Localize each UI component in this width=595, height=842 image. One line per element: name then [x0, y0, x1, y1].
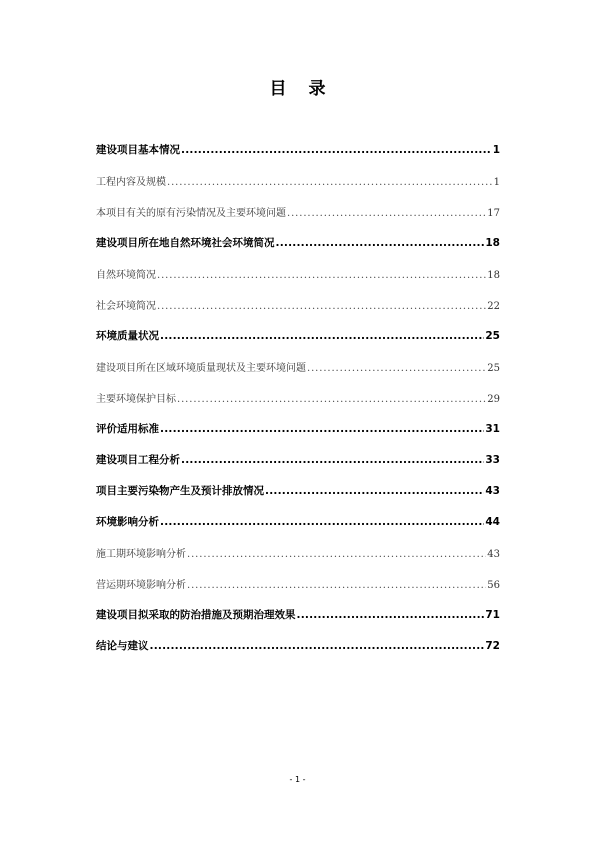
toc-entry-page: 18: [485, 237, 500, 249]
toc-dot-leader: [265, 485, 484, 497]
toc-entry[interactable]: [96, 142, 500, 157]
toc-entry[interactable]: [96, 328, 500, 343]
toc-dot-leader: [187, 549, 486, 560]
toc-dot-leader: [187, 580, 486, 591]
toc-entry-page: 43: [487, 549, 500, 560]
toc-entry-label: 本项目有关的原有污染情况及主要环境问题: [96, 208, 286, 219]
toc-dot-leader: [307, 363, 486, 374]
toc-entry[interactable]: [96, 204, 500, 219]
toc-dot-leader: [160, 330, 484, 342]
toc-entry-page: 25: [485, 330, 500, 342]
toc-entry-label: 建设项目所在地自然环境社会环境简况: [96, 237, 275, 249]
toc-entry-label: 结论与建议: [96, 640, 149, 652]
toc-entry[interactable]: [96, 514, 500, 529]
toc-dot-leader: [276, 237, 485, 249]
toc-dot-leader: [181, 144, 492, 156]
toc-entry-page: 43: [485, 485, 500, 497]
toc-title: 目录: [269, 79, 348, 99]
toc-entry[interactable]: [96, 576, 500, 591]
toc-dot-leader: [160, 516, 484, 528]
toc-entry-page: 31: [485, 423, 500, 435]
toc-entry-label: 建设项目工程分析: [96, 454, 180, 466]
toc-entry-label: 环境质量状况: [96, 330, 159, 342]
toc-entry-label: 施工期环境影响分析: [96, 549, 186, 560]
toc-entry-label: 工程内容及规模: [96, 177, 166, 188]
toc-dot-leader: [297, 609, 485, 621]
toc-entry[interactable]: [96, 173, 500, 188]
toc-entry-label: 主要环境保护目标: [96, 394, 176, 405]
toc-entry-label: 营运期环境影响分析: [96, 580, 186, 591]
toc-entry[interactable]: [96, 421, 500, 436]
toc-dot-leader: [167, 177, 493, 188]
toc-entry-page: 56: [487, 580, 500, 591]
toc-dot-leader: [177, 394, 486, 405]
toc-entry[interactable]: [96, 452, 500, 467]
toc-entry-page: 33: [485, 454, 500, 466]
toc-entry[interactable]: [96, 235, 500, 250]
toc-dot-leader: [287, 208, 486, 219]
toc-dot-leader: [157, 301, 486, 312]
toc-entry[interactable]: [96, 638, 500, 653]
toc-entry-page: 29: [487, 394, 500, 405]
toc-entry-page: 25: [487, 363, 500, 374]
toc-entry[interactable]: [96, 545, 500, 560]
toc-entry-label: 建设项目基本情况: [96, 144, 180, 156]
toc-entry-page: 22: [487, 301, 500, 312]
toc-entry[interactable]: [96, 266, 500, 281]
toc-dot-leader: [150, 640, 485, 652]
toc-entry[interactable]: [96, 297, 500, 312]
toc-dot-leader: [181, 454, 484, 466]
toc-dot-leader: [160, 423, 484, 435]
toc-entry-label: 自然环境简况: [96, 270, 156, 281]
toc-entry-page: 1: [493, 177, 500, 188]
page-number-footer: - 1 -: [289, 775, 306, 784]
toc-entry[interactable]: [96, 607, 500, 622]
toc-dot-leader: [157, 270, 486, 281]
toc-entry[interactable]: [96, 483, 500, 498]
toc-entry-label: 社会环境简况: [96, 301, 156, 312]
toc-entry-label: 建设项目拟采取的防治措施及预期治理效果: [96, 609, 296, 621]
toc-entry-label: 环境影响分析: [96, 516, 159, 528]
toc-entry-page: 44: [485, 516, 500, 528]
toc-entry[interactable]: [96, 390, 500, 405]
toc-entry-page: 17: [487, 208, 500, 219]
toc-entry-label: 评价适用标准: [96, 423, 159, 435]
toc-entry-page: 72: [485, 640, 500, 652]
toc-entry-page: 1: [492, 144, 500, 156]
toc-entry[interactable]: [96, 359, 500, 374]
toc-entry-label: 建设项目所在区域环境质量现状及主要环境问题: [96, 363, 306, 374]
toc-entry-page: 18: [487, 270, 500, 281]
toc-entry-page: 71: [485, 609, 500, 621]
toc-entry-label: 项目主要污染物产生及预计排放情况: [96, 485, 264, 497]
